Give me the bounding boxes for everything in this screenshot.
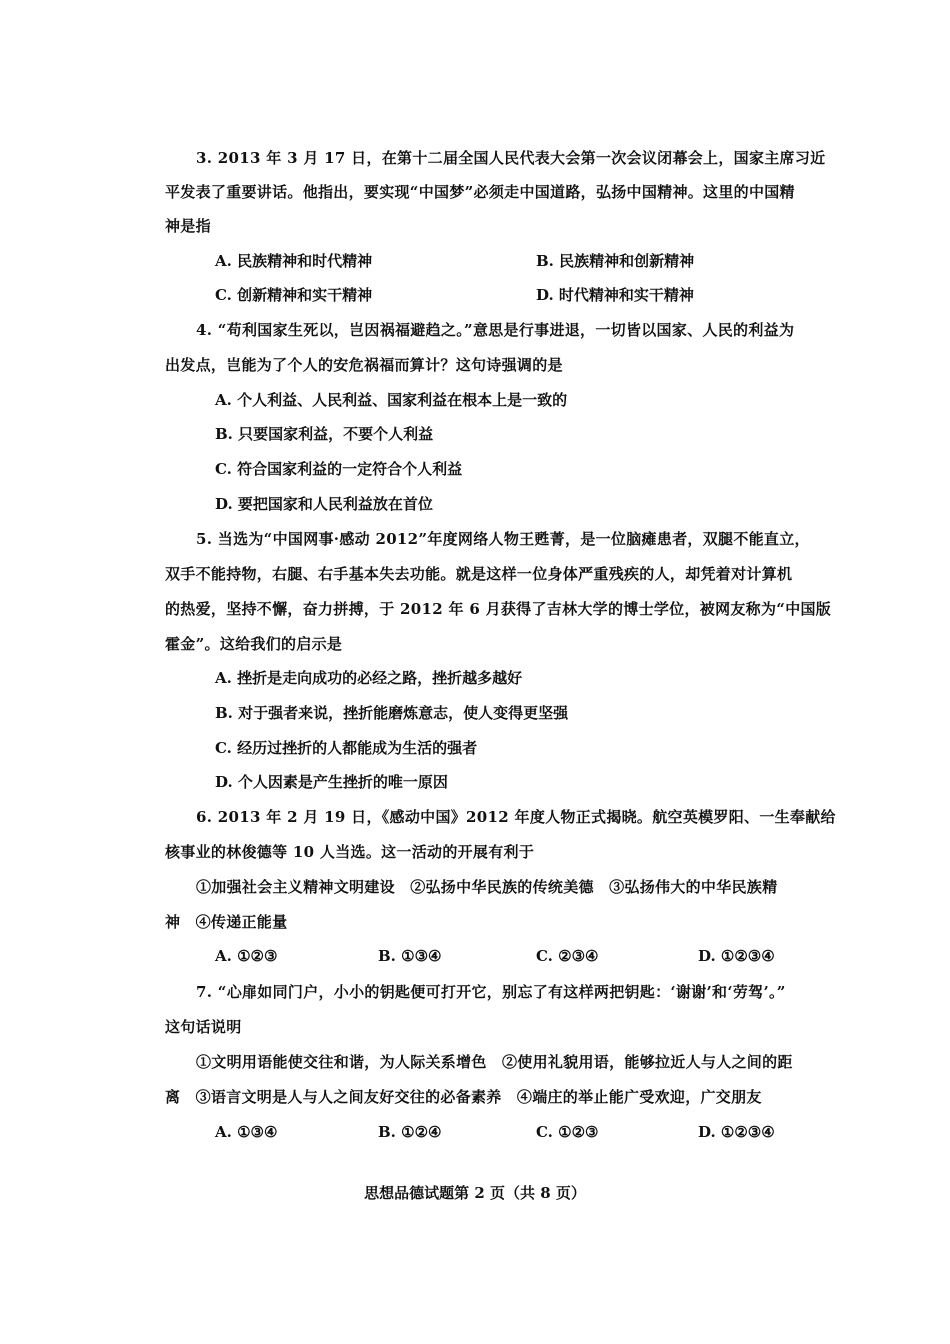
q6-statements-line-1: ①加强社会主义精神文明建设 ②弘扬中华民族的传统美德 ③弘扬伟大的中华民族精 xyxy=(196,878,778,896)
q7-stem-line-2: 这句话说明 xyxy=(165,1018,242,1036)
q6-option-d: D. ①②③④ xyxy=(698,947,775,965)
q5-option-a: A. 挫折是走向成功的必经之路，挫折越多越好 xyxy=(215,669,523,687)
q4-option-a: A. 个人利益、人民利益、国家利益在根本上是一致的 xyxy=(215,391,568,409)
q6-stem-line-2: 核事业的林俊德等 10 人当选。这一活动的开展有利于 xyxy=(165,843,535,861)
q7-stem-line-1: 7. “心扉如同门户，小小的钥匙便可打开它，别忘了有这样两把钥匙：‘谢谢’和‘劳驾’。” xyxy=(196,983,786,1001)
q5-option-c: C. 经历过挫折的人都能成为生活的强者 xyxy=(215,739,478,757)
q6-stem-line-1: 6. 2013 年 2 月 19 日，《感动中国》2012 年度人物正式揭晓。航空英模罗阳、一生奉献给 xyxy=(196,808,836,826)
q4-option-b: B. 只要国家利益，不要个人利益 xyxy=(215,425,434,443)
q6-option-c: C. ②③④ xyxy=(536,947,599,965)
q7-option-b: B. ①②④ xyxy=(378,1123,442,1141)
q4-option-d: D. 要把国家和人民利益放在首位 xyxy=(215,495,433,513)
q5-stem-line-2: 双手不能持物，右腿、右手基本失去功能。就是这样一位身体严重残疾的人，却凭着对计算机 xyxy=(165,565,793,583)
q4-stem-line-1: 4. “苟利国家生死以，岂因祸福避趋之。”意思是行事进退，一切皆以国家、人民的利益为 xyxy=(196,321,795,339)
q5-option-d: D. 个人因素是产生挫折的唯一原因 xyxy=(215,773,448,791)
q7-statements-line-1: ①文明用语能使交往和谐，为人际关系增色 ②使用礼貌用语，能够拉近人与人之间的距 xyxy=(196,1053,793,1071)
q5-stem-line-1: 5. 当选为“中国网事·感动 2012”年度网络人物王甦菁，是一位脑瘫患者，双腿不能直立， xyxy=(196,530,810,548)
q5-option-b: B. 对于强者来说，挫折能磨炼意志，使人变得更坚强 xyxy=(215,704,569,722)
q7-statements-line-2: 离 ③语言文明是人与人之间友好交往的必备素养 ④端庄的举止能广受欢迎，广交朋友 xyxy=(165,1088,762,1106)
q4-stem-line-2: 出发点，岂能为了个人的安危祸福而算计？这句诗强调的是 xyxy=(165,356,563,374)
q6-option-a: A. ①②③ xyxy=(215,947,278,965)
q6-statements-line-2: 神 ④传递正能量 xyxy=(165,913,288,931)
q5-stem-line-4: 霍金”。这给我们的启示是 xyxy=(165,635,343,653)
q3-option-a: A. 民族精神和时代精神 xyxy=(215,252,373,270)
q3-option-d: D. 时代精神和实干精神 xyxy=(536,286,694,304)
q3-stem-line-1: 3. 2013 年 3 月 17 日，在第十二届全国人民代表大会第一次会议闭幕会上，国家主席习近 xyxy=(196,149,826,167)
q7-option-d: D. ①②③④ xyxy=(698,1123,775,1141)
page-footer: 思想品德试题第 2 页（共 8 页） xyxy=(364,1184,586,1202)
q5-stem-line-3: 的热爱，坚持不懈，奋力拼搏，于 2012 年 6 月获得了吉林大学的博士学位，被网友称为“中国版 xyxy=(165,600,832,618)
q6-option-b: B. ①③④ xyxy=(378,947,442,965)
q7-option-a: A. ①③④ xyxy=(215,1123,278,1141)
q3-option-b: B. 民族精神和创新精神 xyxy=(536,252,695,270)
q3-stem-line-2: 平发表了重要讲话。他指出，要实现“中国梦”必须走中国道路，弘扬中国精神。这里的中国精 xyxy=(165,183,795,201)
q3-stem-line-3: 神是指 xyxy=(165,217,211,235)
q4-option-c: C. 符合国家利益的一定符合个人利益 xyxy=(215,460,463,478)
q7-option-c: C. ①②③ xyxy=(536,1123,599,1141)
q3-option-c: C. 创新精神和实干精神 xyxy=(215,286,373,304)
